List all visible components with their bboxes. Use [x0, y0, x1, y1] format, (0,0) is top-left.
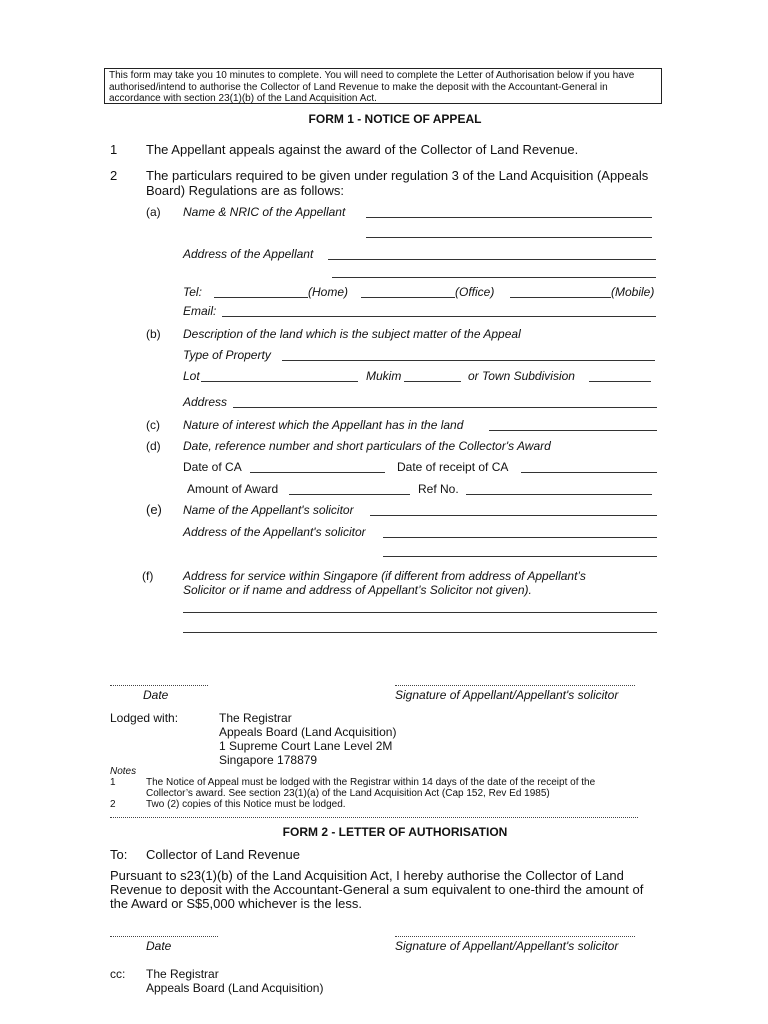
lodged-line-4: Singapore 178879 — [219, 753, 318, 767]
intro-line-3: accordance with section 23(1)(b) of the Land Acquisition Act. — [109, 93, 377, 104]
tel-office-label: (Office) — [455, 285, 495, 299]
lodged-line-3: 1 Supreme Court Lane Level 2M — [219, 739, 393, 753]
lot-field[interactable] — [201, 381, 358, 382]
cc-label: cc: — [110, 967, 126, 981]
note-2-number: 2 — [110, 799, 116, 810]
to-label: To: — [110, 847, 128, 862]
solicitor-name-label: Name of the Appellant's solicitor — [183, 503, 354, 517]
tel-label: Tel: — [183, 285, 202, 299]
tel-home-field[interactable] — [214, 297, 308, 298]
item-e-label: (e) — [146, 502, 162, 517]
property-type-field[interactable] — [282, 360, 655, 361]
tel-mobile-label: (Mobile) — [611, 285, 655, 299]
para2-line-1: The particulars required to be given under regulation 3 of the Land Acquisition (Appeals — [146, 168, 649, 183]
land-address-field[interactable] — [233, 407, 657, 408]
solicitor-name-field[interactable] — [370, 515, 657, 516]
date-of-ca-field[interactable] — [250, 472, 385, 473]
form2-date-field[interactable] — [110, 936, 218, 937]
form1-date-field[interactable] — [110, 685, 208, 686]
form2-signature-field[interactable] — [395, 936, 635, 937]
authorisation-line-1: Pursuant to s23(1)(b) of the Land Acquisition Act, I hereby authorise the Collector of Land — [110, 868, 624, 883]
tel-office-field[interactable] — [361, 297, 455, 298]
item-a-label: (a) — [146, 205, 161, 219]
para1-text: The Appellant appeals against the award of the Collector of Land Revenue. — [146, 142, 579, 157]
appellant-address-field[interactable] — [328, 259, 656, 260]
para2-number: 2 — [110, 168, 118, 183]
date-of-receipt-field[interactable] — [521, 472, 657, 473]
note-1-number: 1 — [110, 777, 116, 788]
item-b-label: (b) — [146, 327, 161, 341]
form2-title: FORM 2 - LETTER OF AUTHORISATION — [282, 825, 508, 839]
authorisation-line-2: Revenue to deposit with the Accountant-General a sum equivalent to one-third the amount of — [110, 882, 644, 897]
item-c-label: (c) — [146, 418, 160, 432]
solicitor-address-label: Address of the Appellant's solicitor — [183, 525, 366, 539]
item-f-label: (f) — [142, 569, 154, 583]
collector-award-label: Date, reference number and short particulars of the Collector's Award — [183, 439, 551, 453]
property-type-label: Type of Property — [183, 348, 271, 362]
mukim-field[interactable] — [404, 381, 461, 382]
nature-of-interest-label: Nature of interest which the Appellant has in the land — [183, 418, 464, 432]
service-address-field[interactable] — [183, 612, 657, 613]
para1-number: 1 — [110, 142, 118, 157]
solicitor-address-field-line-2[interactable] — [383, 556, 657, 557]
land-address-label: Address — [183, 395, 228, 409]
lodged-line-1: The Registrar — [219, 711, 292, 725]
tel-home-label: (Home) — [308, 285, 349, 299]
form1-signature-field[interactable] — [395, 685, 635, 686]
lodged-line-2: Appeals Board (Land Acquisition) — [219, 725, 397, 739]
mukim-label: Mukim — [366, 369, 402, 383]
intro-line-1: This form may take you 10 minutes to complete. You will need to complete the Letter of Authorisation below if you have — [109, 70, 635, 81]
land-description-label: Description of the land which is the subject matter of the Appeal — [183, 327, 521, 341]
appellant-address-label: Address of the Appellant — [183, 247, 314, 261]
appellant-address-field-line-2[interactable] — [332, 277, 656, 278]
note-2-text: Two (2) copies of this Notice must be lodged. — [146, 799, 346, 810]
lot-label: Lot — [183, 369, 200, 383]
cc-line-1: The Registrar — [146, 967, 219, 981]
service-address-line-2: Solicitor or if name and address of Appellant’s Solicitor not given). — [183, 583, 532, 597]
item-d-label: (d) — [146, 439, 161, 453]
lodged-with-label: Lodged with: — [110, 711, 179, 725]
appellant-name-label: Name & NRIC of the Appellant — [183, 205, 346, 219]
note-1-line-2: Collector’s award. See section 23(1)(a) of the Land Acquisition Act (Cap 152, Rev Ed 1985) — [146, 788, 550, 799]
authorisation-line-3: the Award or S$5,000 whichever is the less. — [110, 896, 362, 911]
service-address-field-line-2[interactable] — [183, 632, 657, 633]
date-of-ca-label: Date of CA — [183, 460, 242, 474]
town-subdivision-label: or Town Subdivision — [468, 369, 575, 383]
appellant-name-field[interactable] — [366, 217, 652, 218]
form1-title: FORM 1 - NOTICE OF APPEAL — [308, 112, 482, 126]
to-value: Collector of Land Revenue — [146, 847, 300, 862]
form2-date-label: Date — [146, 939, 172, 953]
appellant-name-field-line-2[interactable] — [366, 237, 652, 238]
form2-signature-label: Signature of Appellant/Appellant's solicitor — [395, 939, 619, 953]
cc-line-2: Appeals Board (Land Acquisition) — [146, 981, 324, 995]
note-1-line-1: The Notice of Appeal must be lodged with the Registrar within 14 days of the date of the receipt of the — [146, 777, 596, 788]
service-address-line-1: Address for service within Singapore (if different from address of Appellant’s — [183, 569, 586, 583]
intro-notice-box — [104, 68, 662, 104]
ref-no-field[interactable] — [466, 494, 652, 495]
email-field[interactable] — [222, 316, 656, 317]
solicitor-address-field[interactable] — [383, 537, 657, 538]
intro-line-2: authorised/intend to authorise the Collector of Land Revenue to make the deposit with the Accountant-General in — [109, 81, 608, 93]
form1-signature-label: Signature of Appellant/Appellant's solicitor — [395, 688, 619, 702]
form1-date-label: Date — [143, 688, 169, 702]
ref-no-label: Ref No. — [418, 482, 459, 496]
notes-label: Notes — [110, 766, 137, 777]
para2-line-2: Board) Regulations are as follows: — [146, 183, 344, 198]
email-label: Email: — [183, 304, 217, 318]
amount-of-award-label: Amount of Award — [187, 482, 279, 496]
amount-of-award-field[interactable] — [289, 494, 410, 495]
nature-of-interest-field[interactable] — [489, 430, 657, 431]
date-of-receipt-label: Date of receipt of CA — [397, 460, 509, 474]
section-divider — [110, 817, 638, 818]
town-subdivision-field[interactable] — [589, 381, 651, 382]
tel-mobile-field[interactable] — [510, 297, 611, 298]
